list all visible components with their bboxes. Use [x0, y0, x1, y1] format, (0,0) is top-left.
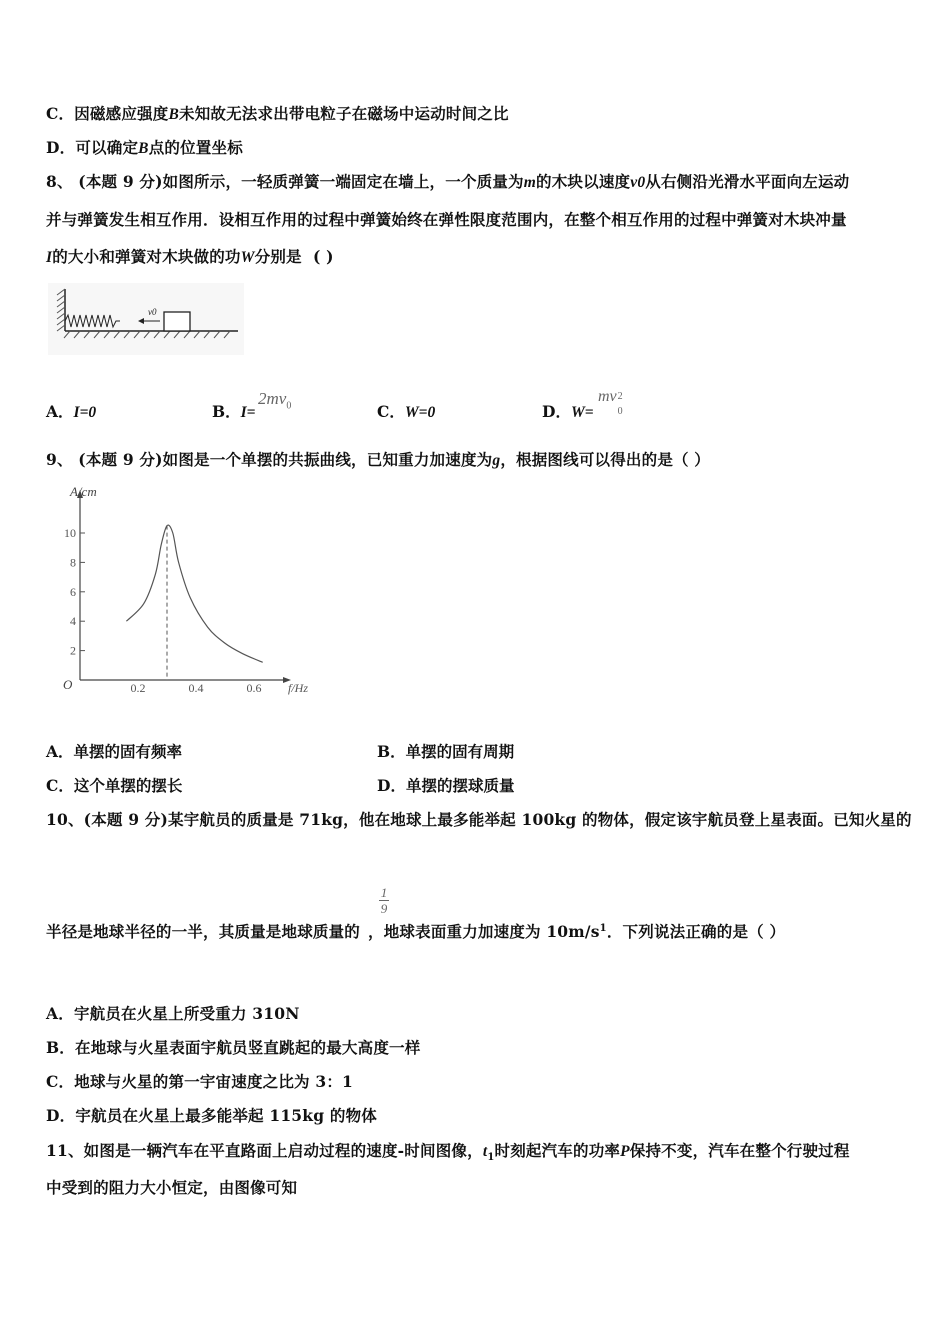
q8-stem-line1: 8、 (本题 9 分)如图所示，一轻质弹簧一端固定在墙上，一个质量为m的木块以速度v0从右侧沿光滑水平面向左运动 [46, 172, 850, 191]
y-tick-label: 4 [70, 614, 76, 629]
q8-option-a[interactable]: A．I=0 [46, 402, 97, 421]
q10-stem-line2: 半径是地球半径的一半，其质量是地球质量的 ，地球表面重力加速度为 $10m/s^1$．下列说法正确的是（ ） [46, 922, 786, 941]
q8-option-b-formula: $2mv_0$ [258, 389, 292, 412]
x-tick-label: 0.6 [246, 681, 262, 695]
q11-stem-line2: 中受到的阻力大小恒定，由图像可知 [46, 1178, 298, 1197]
y-tick-label: 6 [70, 584, 76, 599]
q9-option-a[interactable]: A．单摆的固有频率 [46, 742, 183, 761]
q10-option-d[interactable]: D．宇航员在火星上最多能举起 115kg 的物体 [46, 1106, 377, 1125]
x-tick-label: 0.2 [130, 681, 146, 695]
q9-stem: 9、 (本题 9 分)如图是一个单摆的共振曲线，已知重力加速度为g，根据图线可以得出的是（ ） [46, 450, 711, 469]
y-tick-label: 10 [64, 526, 76, 540]
q10-option-c[interactable]: C．地球与火星的第一宇宙速度之比为 3：1 [46, 1072, 354, 1091]
q11-stem-line1: 11、如图是一辆汽车在平直路面上启动过程的速度-时间图像，$t_1$时刻起汽车的功率P保持不变，汽车在整个行驶过程 [46, 1141, 850, 1164]
q8-stem-line2: 并与弹簧发生相互作用．设相互作用的过程中弹簧始终在弹性限度范围内，在整个相互作用的过程中弹簧对木块冲量 [46, 210, 847, 229]
q8-option-c[interactable]: C．W=0 [377, 402, 436, 421]
x-axis-label: f/Hz [288, 681, 309, 695]
spring-block-figure [48, 283, 244, 355]
resonance-curve [126, 525, 262, 662]
q8-option-d-formula: mv 2 0 [598, 388, 623, 417]
q8-stem-line3: I的大小和弹簧对木块做的功W分别是 ( ) [46, 247, 334, 266]
q7-option-c: C．因磁感应强度B未知故无法求出带电粒子在磁场中运动时间之比 [46, 104, 509, 123]
tick-group [64, 526, 262, 695]
mass-ratio-fraction: 1 9 [380, 885, 388, 916]
q9-option-b[interactable]: B．单摆的固有周期 [377, 742, 515, 761]
y-tick-label: 2 [70, 643, 76, 658]
resonance-chart [48, 480, 328, 700]
y-axis-label: A/cm [70, 484, 97, 499]
figure-background [48, 283, 244, 355]
q9-option-d[interactable]: D．单摆的摆球质量 [377, 776, 515, 795]
origin-label: O [63, 677, 73, 692]
velocity-label: v0 [148, 307, 157, 317]
y-tick-label: 8 [70, 555, 76, 570]
q10-stem-line1: 10、(本题 9 分)某宇航员的质量是 71kg，他在地球上最多能举起 100kg 的物体，假定该宇航员登上星表面。已知火星的 [46, 810, 912, 829]
q10-option-b[interactable]: B．在地球与火星表面宇航员竖直跳起的最大高度一样 [46, 1038, 421, 1057]
x-tick-label: 0.4 [188, 681, 204, 695]
q7-option-d: D．可以确定B点的位置坐标 [46, 138, 243, 157]
q9-option-c[interactable]: C．这个单摆的摆长 [46, 776, 183, 795]
q8-option-b[interactable]: B．I= [212, 402, 256, 421]
q8-option-d[interactable]: D．W= [542, 402, 594, 421]
block [164, 312, 190, 331]
q10-option-a[interactable]: A．宇航员在火星上所受重力 310N [46, 1004, 300, 1023]
